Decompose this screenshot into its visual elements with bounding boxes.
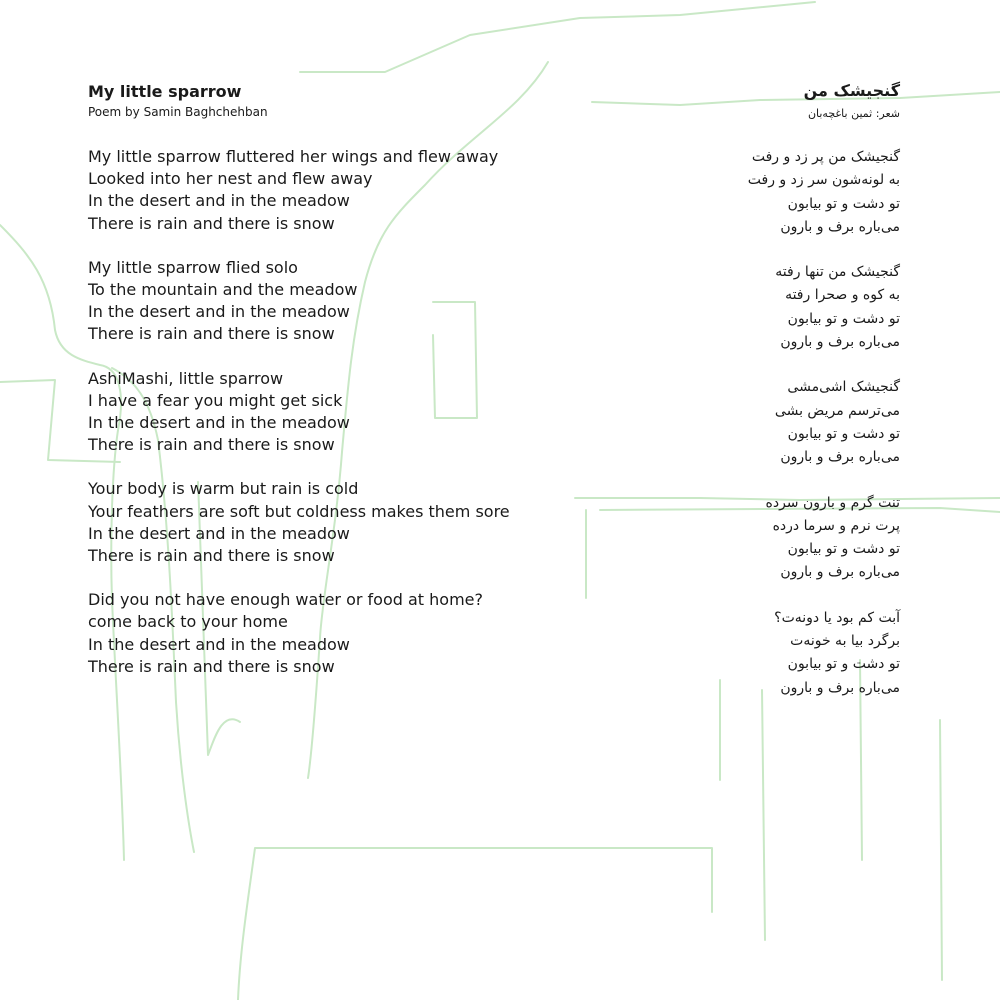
persian-line: تو دشت و تو بیابون — [787, 425, 900, 442]
persian-poem — [570, 80, 900, 722]
persian-stanza-3 — [570, 376, 900, 469]
persian-line: تو دشت و تو بیابون — [787, 195, 900, 212]
english-stanza-3 — [88, 368, 558, 457]
persian-line: گنجیشک اشی‌مشی — [787, 379, 900, 396]
persian-line: برگرد بیا به خونه‌ت — [790, 633, 900, 650]
persian-line: به کوه و صحرا رفته — [785, 287, 900, 304]
persian-line: می‌باره برف و بارون — [780, 679, 900, 696]
english-line: There is rain and there is snow — [88, 546, 335, 566]
english-line: My little sparrow fluttered her wings and flew away — [88, 147, 499, 166]
persian-line: می‌باره برف و بارون — [780, 218, 900, 235]
english-line: My little sparrow flied solo — [88, 257, 298, 277]
persian-stanza-5 — [570, 607, 900, 700]
english-line: In the desert and in the meadow — [88, 634, 350, 654]
english-stanza-1 — [88, 146, 558, 235]
english-line: There is rain and there is snow — [88, 213, 335, 233]
persian-line: به لونه‌شون سر زد و رفت — [747, 172, 900, 189]
english-stanza-2 — [88, 257, 558, 346]
persian-line: می‌باره برف و بارون — [780, 564, 900, 581]
english-line: There is rain and there is snow — [88, 656, 335, 676]
persian-stanza-1 — [570, 146, 900, 239]
persian-line: آبت کم بود یا دونه‌ت؟ — [774, 609, 900, 626]
english-line: Your feathers are soft but coldness makes them sore — [88, 501, 510, 521]
persian-line: می‌باره برف و بارون — [780, 334, 900, 351]
english-line: There is rain and there is snow — [88, 324, 335, 344]
persian-line: گنجیشک من تنها رفته — [775, 264, 900, 281]
persian-stanza-4 — [570, 492, 900, 585]
english-line: To the mountain and the meadow — [88, 280, 358, 300]
english-author: Poem by Samin Baghchehban — [88, 105, 268, 119]
persian-line: می‌ترسم مریض بشی — [774, 402, 900, 419]
english-line: There is rain and there is snow — [88, 435, 335, 455]
english-line: In the desert and in the meadow — [88, 302, 350, 322]
english-line: Your body is warm but rain is cold — [88, 479, 359, 499]
english-line: AshiMashi, little sparrow — [88, 368, 284, 388]
persian-stanza-2 — [570, 261, 900, 354]
english-line: I have a fear you might get sick — [88, 390, 343, 410]
persian-line: تنت گرم و بارون سرده — [765, 494, 900, 511]
english-poem — [88, 82, 558, 700]
persian-line: تو دشت و تو بیابون — [787, 541, 900, 558]
english-title: My little sparrow — [88, 82, 242, 101]
english-line: In the desert and in the meadow — [88, 413, 350, 433]
english-stanza-5 — [88, 589, 558, 678]
sketch-line-bottom — [238, 848, 712, 1000]
english-line: Did you not have enough water or food at home? — [88, 590, 484, 610]
persian-stanzas — [570, 146, 900, 700]
sketch-line-top-arc — [300, 2, 815, 72]
english-stanzas — [88, 146, 558, 678]
english-stanza-4 — [88, 478, 558, 567]
persian-line: تو دشت و تو بیابون — [787, 310, 900, 327]
english-line: In the desert and in the meadow — [88, 191, 350, 211]
english-line: come back to your home — [88, 612, 288, 632]
persian-line: پرت نرم و سرما درده — [772, 517, 900, 534]
english-line: In the desert and in the meadow — [88, 523, 350, 543]
persian-author: شعر: ثمین باغچه‌بان — [807, 107, 900, 120]
persian-title: گنجیشک من — [803, 81, 900, 100]
persian-line: تو دشت و تو بیابون — [787, 656, 900, 673]
persian-line: می‌باره برف و بارون — [780, 449, 900, 466]
persian-line: گنجیشک من پر زد و رفت — [751, 149, 900, 165]
english-line: Looked into her nest and flew away — [88, 169, 373, 189]
